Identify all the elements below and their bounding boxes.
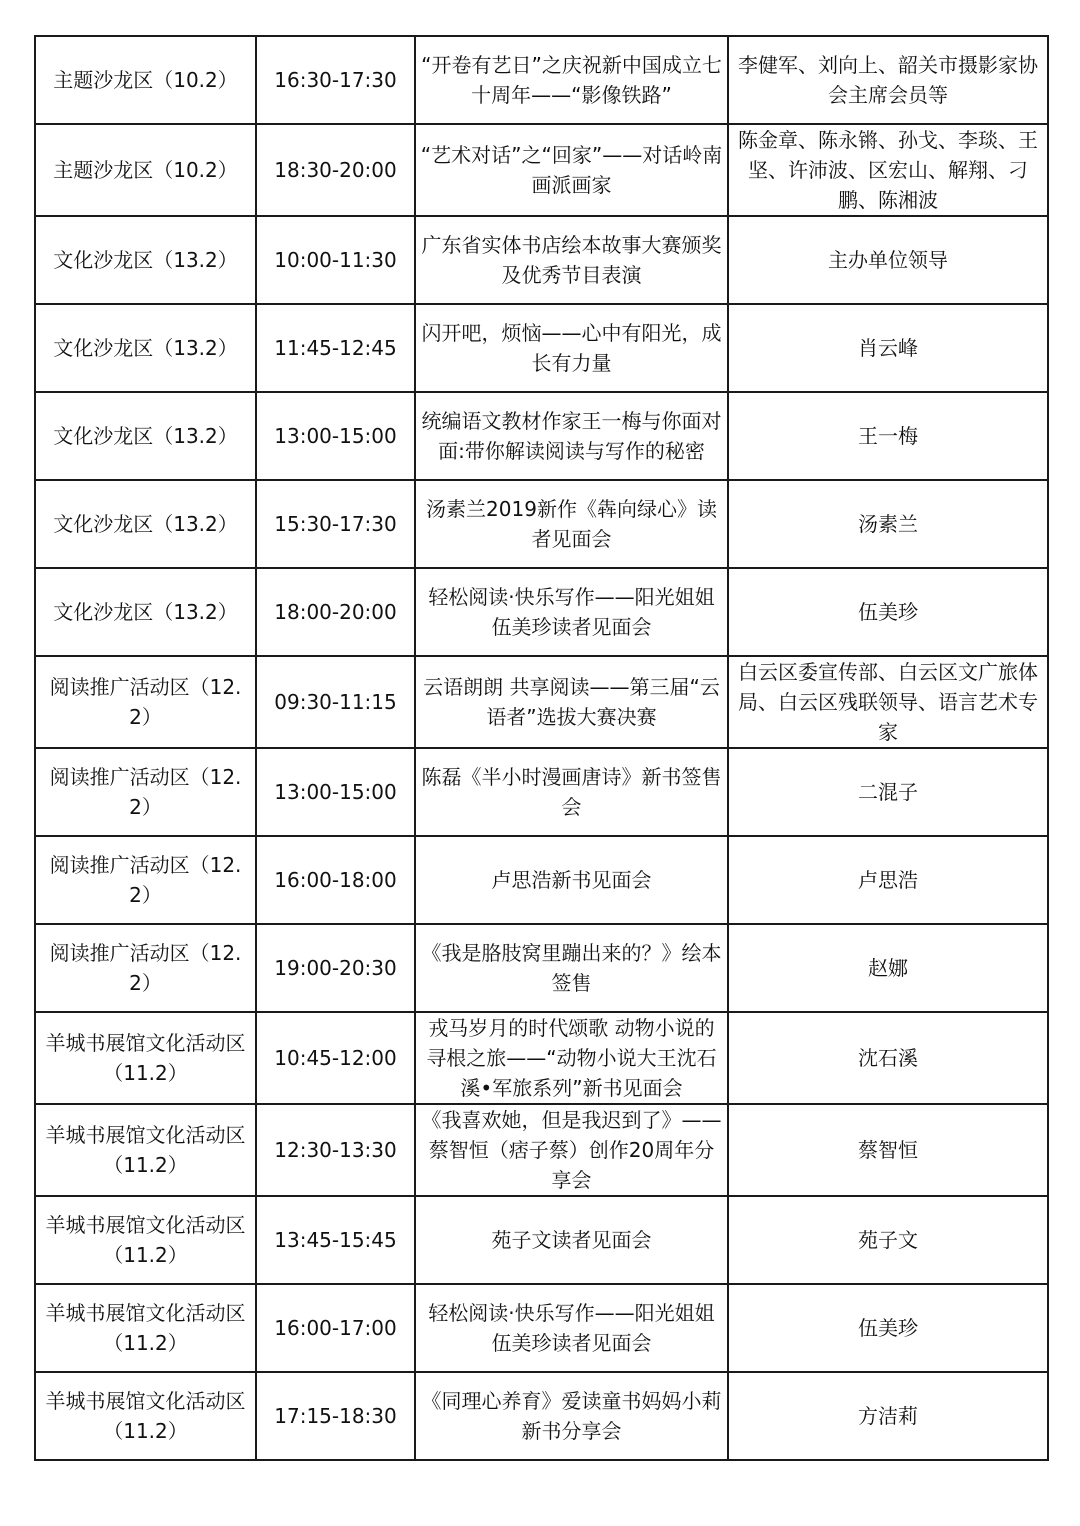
- venue-cell: 阅读推广活动区（12.2）: [35, 836, 256, 924]
- guests-cell: 伍美珍: [728, 568, 1048, 656]
- event-cell: 苑子文读者见面会: [415, 1196, 728, 1284]
- venue-cell: 羊城书展馆文化活动区（11.2）: [35, 1104, 256, 1196]
- venue-cell: 羊城书展馆文化活动区（11.2）: [35, 1012, 256, 1104]
- table-row: [35, 1196, 1048, 1284]
- time-cell: 15:30-17:30: [256, 480, 415, 568]
- table-row: [35, 1012, 1048, 1104]
- venue-cell: 阅读推广活动区（12.2）: [35, 748, 256, 836]
- guests-cell: 李健军、刘向上、韶关市摄影家协会主席会员等: [728, 36, 1048, 124]
- table-row: [35, 924, 1048, 1012]
- time-cell: 12:30-13:30: [256, 1104, 415, 1196]
- time-cell: 11:45-12:45: [256, 304, 415, 392]
- event-cell: 陈磊《半小时漫画唐诗》新书签售会: [415, 748, 728, 836]
- table-row: [35, 1372, 1048, 1460]
- table-row: [35, 1104, 1048, 1196]
- table-row: [35, 748, 1048, 836]
- time-cell: 18:30-20:00: [256, 124, 415, 216]
- venue-cell: 文化沙龙区（13.2）: [35, 568, 256, 656]
- guests-cell: 汤素兰: [728, 480, 1048, 568]
- table-row: [35, 568, 1048, 656]
- guests-cell: 王一梅: [728, 392, 1048, 480]
- guests-cell: 蔡智恒: [728, 1104, 1048, 1196]
- guests-cell: 陈金章、陈永锵、孙戈、李琰、王坚、许沛波、区宏山、解翔、刁鹏、陈湘波: [728, 124, 1048, 216]
- event-cell: 汤素兰2019新作《犇向绿心》读者见面会: [415, 480, 728, 568]
- time-cell: 09:30-11:15: [256, 656, 415, 748]
- time-cell: 19:00-20:30: [256, 924, 415, 1012]
- venue-cell: 主题沙龙区（10.2）: [35, 124, 256, 216]
- event-cell: “开卷有艺日”之庆祝新中国成立七十周年——“影像铁路”: [415, 36, 728, 124]
- guests-cell: 二混子: [728, 748, 1048, 836]
- schedule-body: [35, 36, 1048, 1460]
- guests-cell: 卢思浩: [728, 836, 1048, 924]
- table-row: [35, 216, 1048, 304]
- table-row: [35, 36, 1048, 124]
- guests-cell: 苑子文: [728, 1196, 1048, 1284]
- time-cell: 10:45-12:00: [256, 1012, 415, 1104]
- event-cell: 云语朗朗 共享阅读——第三届“云语者”选拔大赛决赛: [415, 656, 728, 748]
- venue-cell: 阅读推广活动区（12.2）: [35, 924, 256, 1012]
- table-row: [35, 656, 1048, 748]
- table-row: [35, 480, 1048, 568]
- time-cell: 18:00-20:00: [256, 568, 415, 656]
- time-cell: 13:00-15:00: [256, 392, 415, 480]
- table-row: [35, 304, 1048, 392]
- venue-cell: 主题沙龙区（10.2）: [35, 36, 256, 124]
- event-cell: 《同理心养育》爱读童书妈妈小莉新书分享会: [415, 1372, 728, 1460]
- event-cell: 《我是胳肢窝里蹦出来的？》绘本签售: [415, 924, 728, 1012]
- venue-cell: 羊城书展馆文化活动区（11.2）: [35, 1196, 256, 1284]
- event-cell: 统编语文教材作家王一梅与你面对面:带你解读阅读与写作的秘密: [415, 392, 728, 480]
- time-cell: 13:00-15:00: [256, 748, 415, 836]
- venue-cell: 羊城书展馆文化活动区（11.2）: [35, 1372, 256, 1460]
- table-row: [35, 124, 1048, 216]
- event-cell: 轻松阅读·快乐写作——阳光姐姐伍美珍读者见面会: [415, 1284, 728, 1372]
- event-schedule-table: [34, 35, 1049, 1461]
- table-row: [35, 392, 1048, 480]
- event-cell: 轻松阅读·快乐写作——阳光姐姐伍美珍读者见面会: [415, 568, 728, 656]
- guests-cell: 赵娜: [728, 924, 1048, 1012]
- venue-cell: 文化沙龙区（13.2）: [35, 216, 256, 304]
- event-cell: “艺术对话”之“回家”——对话岭南画派画家: [415, 124, 728, 216]
- venue-cell: 文化沙龙区（13.2）: [35, 480, 256, 568]
- time-cell: 16:30-17:30: [256, 36, 415, 124]
- venue-cell: 文化沙龙区（13.2）: [35, 392, 256, 480]
- guests-cell: 方洁莉: [728, 1372, 1048, 1460]
- guests-cell: 白云区委宣传部、白云区文广旅体局、白云区残联领导、语言艺术专家: [728, 656, 1048, 748]
- time-cell: 16:00-17:00: [256, 1284, 415, 1372]
- venue-cell: 阅读推广活动区（12.2）: [35, 656, 256, 748]
- event-cell: 《我喜欢她，但是我迟到了》——蔡智恒（痞子蔡）创作20周年分享会: [415, 1104, 728, 1196]
- time-cell: 17:15-18:30: [256, 1372, 415, 1460]
- event-cell: 卢思浩新书见面会: [415, 836, 728, 924]
- time-cell: 10:00-11:30: [256, 216, 415, 304]
- guests-cell: 肖云峰: [728, 304, 1048, 392]
- event-cell: 戎马岁月的时代颂歌 动物小说的寻根之旅——“动物小说大王沈石溪•军旅系列”新书见面会: [415, 1012, 728, 1104]
- guests-cell: 伍美珍: [728, 1284, 1048, 1372]
- guests-cell: 主办单位领导: [728, 216, 1048, 304]
- table-row: [35, 836, 1048, 924]
- table-row: [35, 1284, 1048, 1372]
- time-cell: 13:45-15:45: [256, 1196, 415, 1284]
- guests-cell: 沈石溪: [728, 1012, 1048, 1104]
- venue-cell: 羊城书展馆文化活动区（11.2）: [35, 1284, 256, 1372]
- event-cell: 广东省实体书店绘本故事大赛颁奖及优秀节目表演: [415, 216, 728, 304]
- venue-cell: 文化沙龙区（13.2）: [35, 304, 256, 392]
- event-cell: 闪开吧，烦恼——心中有阳光，成长有力量: [415, 304, 728, 392]
- time-cell: 16:00-18:00: [256, 836, 415, 924]
